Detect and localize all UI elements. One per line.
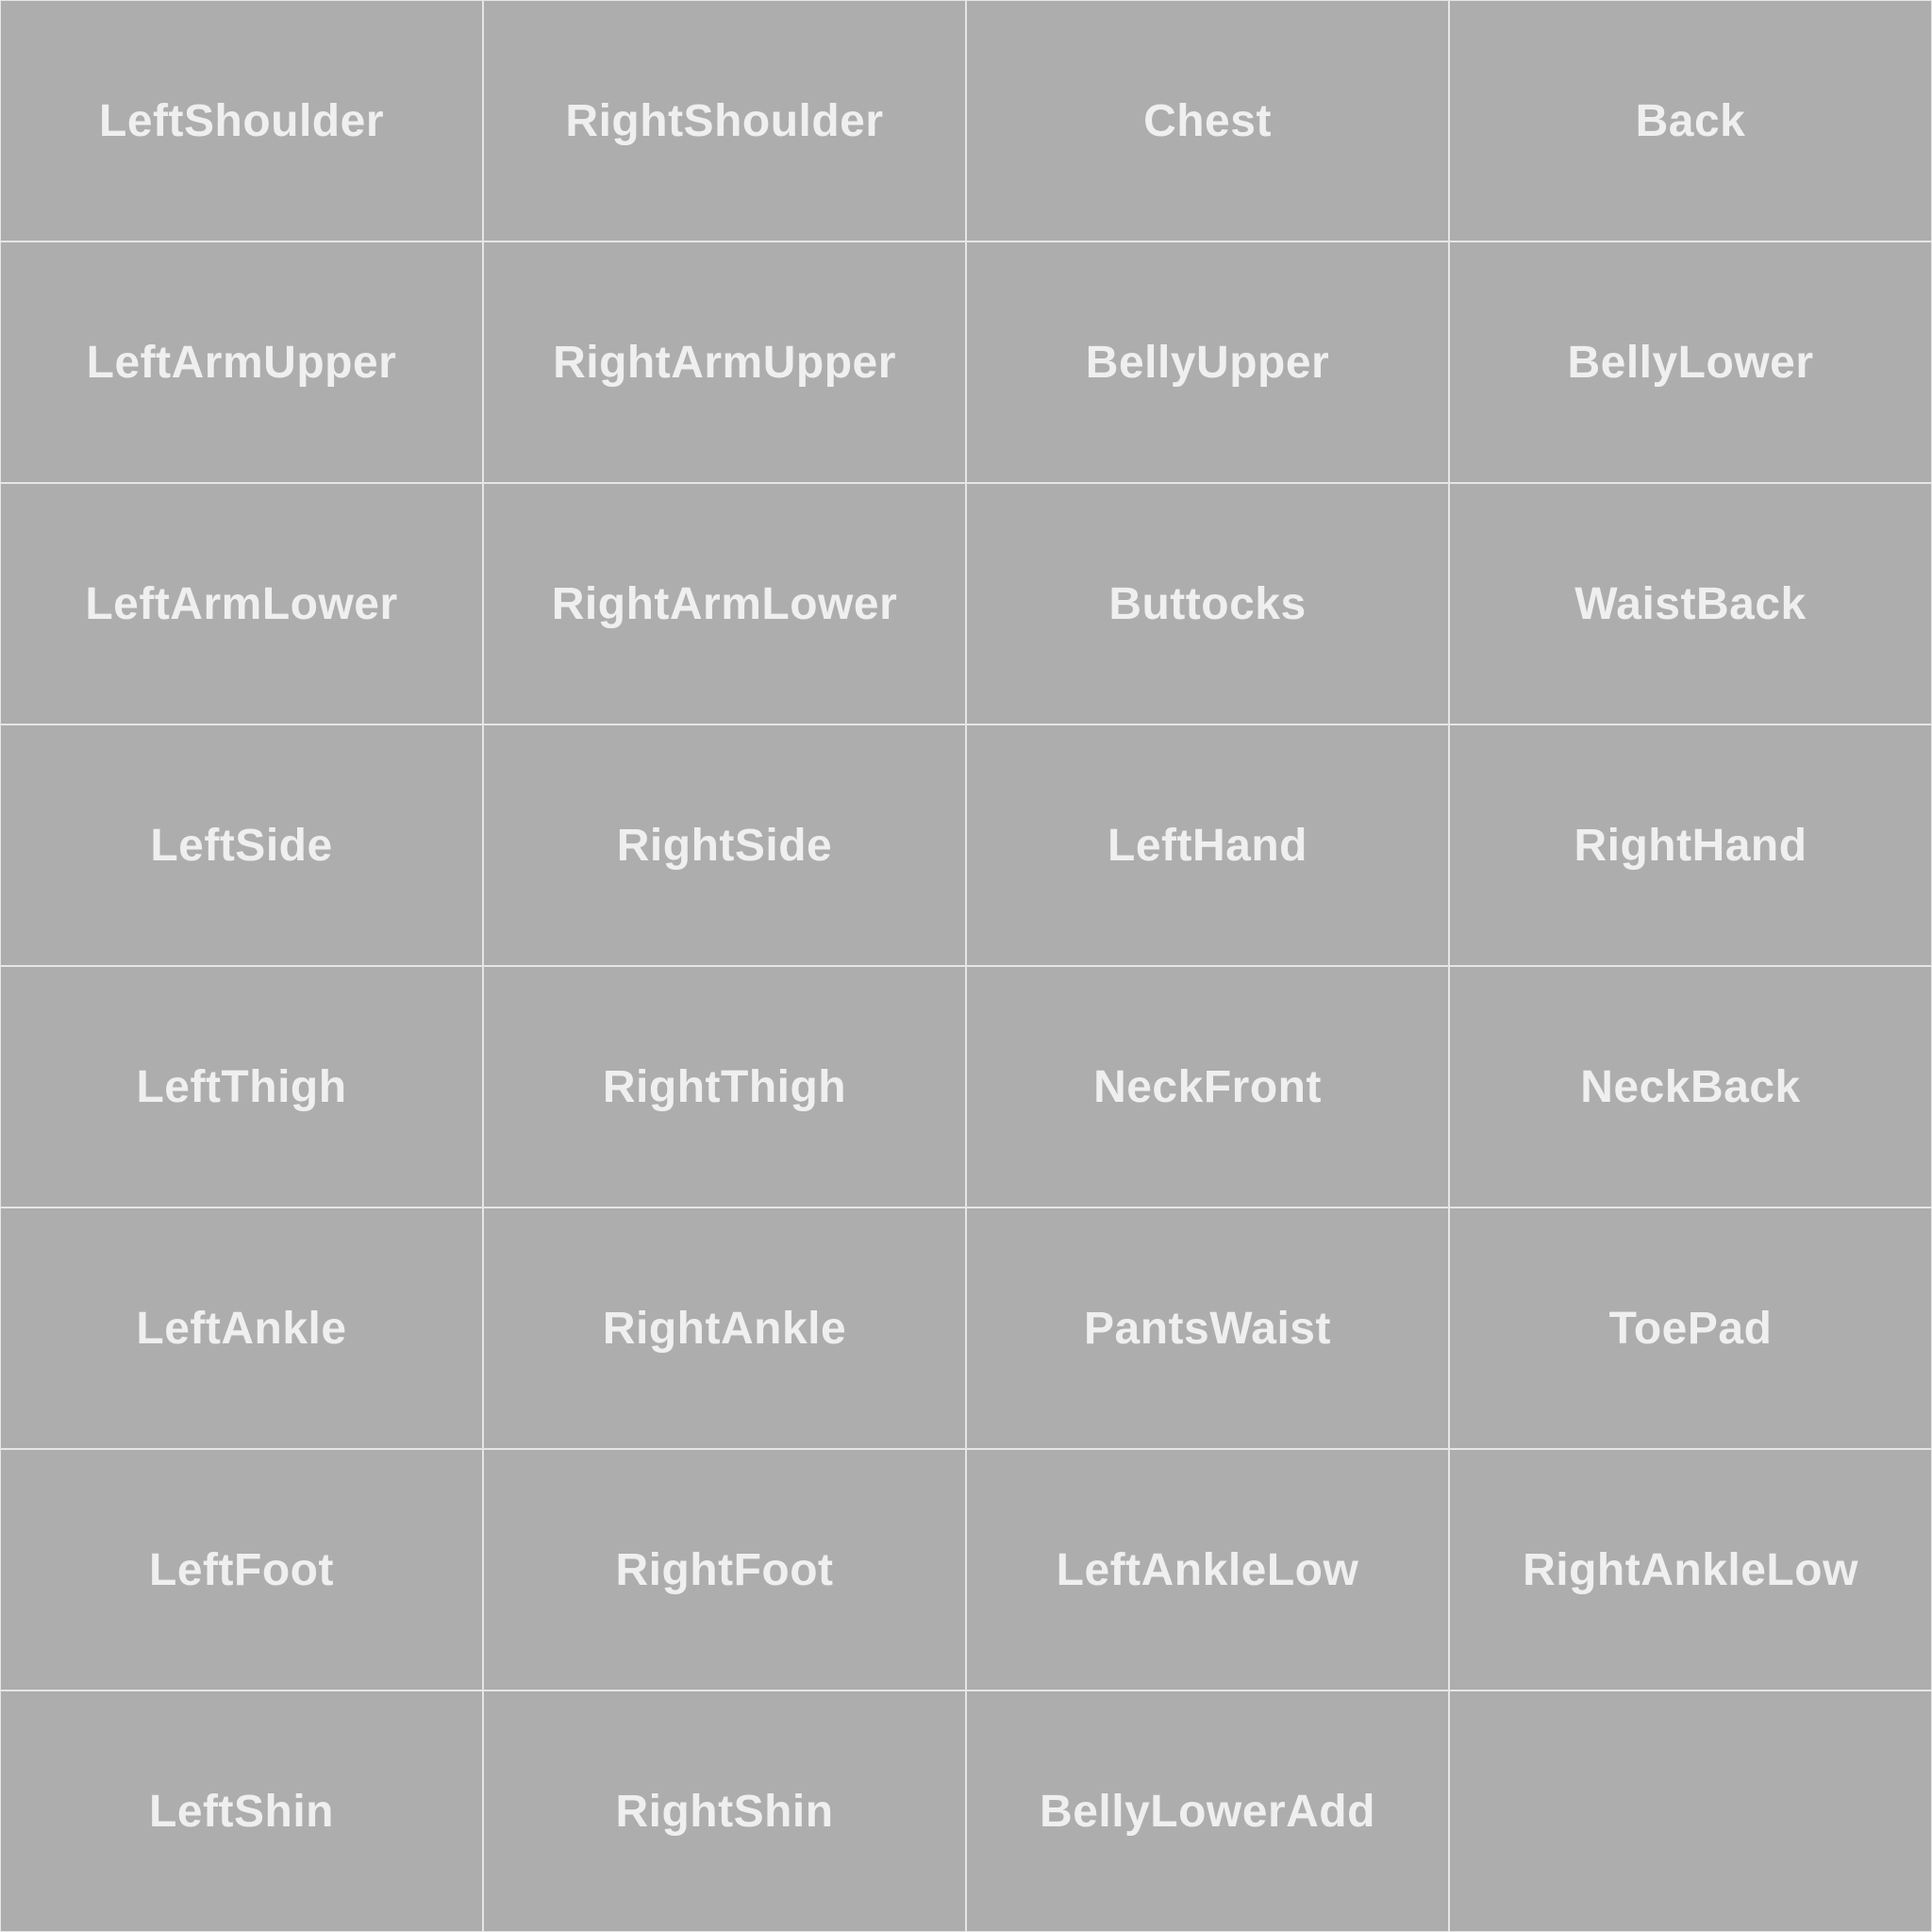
cell-label: Buttocks xyxy=(1108,578,1307,629)
grid-cell xyxy=(967,1208,1448,1448)
cell-label: RightAnkle xyxy=(602,1303,847,1354)
grid-cell xyxy=(1450,1208,1931,1448)
grid-cell xyxy=(967,967,1448,1207)
grid-cell xyxy=(967,725,1448,965)
cell-label: ToePad xyxy=(1608,1303,1773,1354)
cell-label: RightAnkleLow xyxy=(1523,1544,1858,1595)
grid-cell xyxy=(484,1691,965,1931)
cell-label: LeftShin xyxy=(149,1786,334,1837)
cell-label: LeftSide xyxy=(150,820,333,871)
cell-label: RightArmUpper xyxy=(553,337,896,388)
grid-cell xyxy=(1450,1450,1931,1690)
grid-cell xyxy=(1450,967,1931,1207)
cell-label: RightShoulder xyxy=(565,95,884,146)
grid-cell xyxy=(1450,484,1931,724)
grid-cell xyxy=(484,1208,965,1448)
cell-label: LeftShoulder xyxy=(99,95,384,146)
grid-cell xyxy=(1,242,482,482)
grid-cell xyxy=(1450,242,1931,482)
cell-label: NeckBack xyxy=(1580,1061,1801,1112)
cell-label: LeftAnkleLow xyxy=(1056,1544,1359,1595)
grid-cell xyxy=(484,967,965,1207)
cell-label: RightSide xyxy=(616,820,833,871)
grid-cell xyxy=(1,725,482,965)
cell-label: RightFoot xyxy=(615,1544,834,1595)
cell-label: LeftArmLower xyxy=(85,578,398,629)
grid-cell xyxy=(1,1,482,241)
grid-cell xyxy=(484,242,965,482)
cell-label: PantsWaist xyxy=(1084,1303,1331,1354)
cell-label: LeftFoot xyxy=(149,1544,334,1595)
cell-label: LeftArmUpper xyxy=(86,337,397,388)
grid-cell xyxy=(1450,725,1931,965)
grid-cell xyxy=(484,1,965,241)
grid-cell xyxy=(484,725,965,965)
grid-cell xyxy=(1,1450,482,1690)
grid-cell xyxy=(967,1691,1448,1931)
grid-cell xyxy=(967,242,1448,482)
grid-cell xyxy=(967,484,1448,724)
grid-cell xyxy=(484,1450,965,1690)
grid-cell xyxy=(1,1208,482,1448)
grid-cell xyxy=(1,1691,482,1931)
cell-label: RightHand xyxy=(1574,820,1807,871)
grid-cell xyxy=(967,1450,1448,1690)
grid-cell xyxy=(967,1,1448,241)
cell-label: NeckFront xyxy=(1093,1061,1322,1112)
grid-cell xyxy=(1,967,482,1207)
cell-label: RightShin xyxy=(615,1786,834,1837)
cell-label: LeftHand xyxy=(1108,820,1307,871)
cell-label: BellyUpper xyxy=(1085,337,1330,388)
cell-label: Chest xyxy=(1143,95,1272,146)
cell-label: RightThigh xyxy=(602,1061,847,1112)
cell-label: Back xyxy=(1635,95,1746,146)
grid-cell xyxy=(1,484,482,724)
cell-label: BellyLowerAdd xyxy=(1040,1786,1375,1837)
cell-label: RightArmLower xyxy=(551,578,898,629)
cell-label: WaistBack xyxy=(1574,578,1807,629)
grid-cell xyxy=(1450,1691,1931,1931)
cell-label: LeftThigh xyxy=(136,1061,347,1112)
cell-label: LeftAnkle xyxy=(136,1303,347,1354)
grid-cell xyxy=(484,484,965,724)
grid-cell xyxy=(1450,1,1931,241)
cell-label: BellyLower xyxy=(1567,337,1814,388)
